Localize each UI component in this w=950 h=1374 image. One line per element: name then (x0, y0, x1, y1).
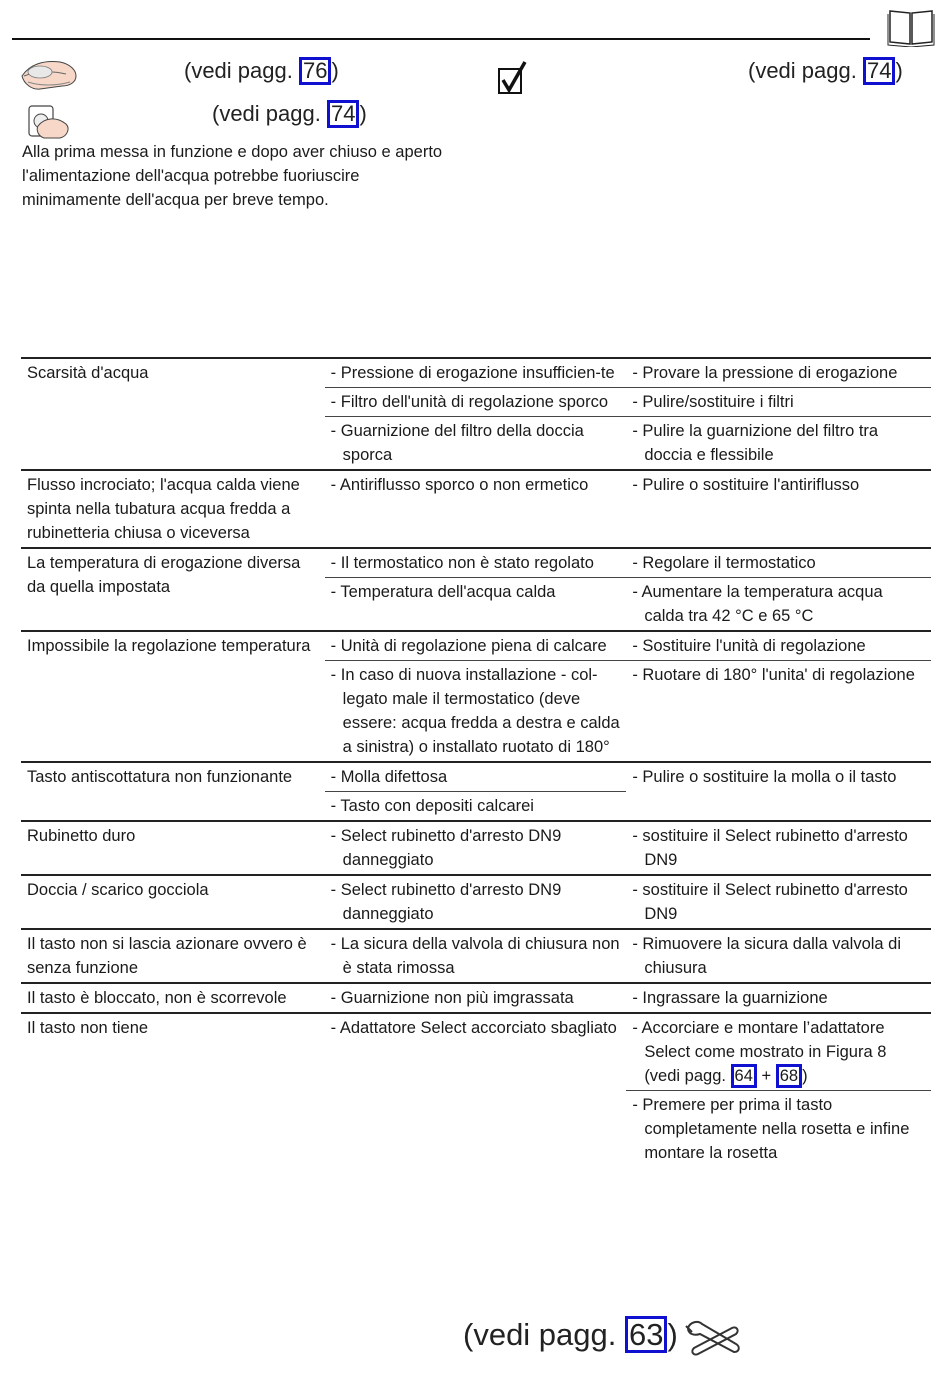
cause-cell: - Guarnizione non più imgrassata (330, 989, 574, 1007)
problem-cell: Impossibile la regolazione temperatura (21, 631, 325, 762)
cause-cell: - In caso di nuova installazione - col-legato male il termostatico (deve essere: acqua fredda a destra e calda a sinistra) o installato ruotato di 180° (330, 666, 620, 756)
page-link[interactable]: 74 (327, 100, 359, 128)
remedy-cell: - Ruotare di 180° l'unita' di regolazione (632, 666, 915, 684)
page-reference (212, 100, 367, 128)
remedy-cell: - Regolare il termostatico (632, 554, 816, 572)
page-link[interactable]: 64 (731, 1064, 757, 1088)
problem-cell: Rubinetto duro (21, 821, 325, 875)
page-link[interactable]: 68 (776, 1064, 802, 1088)
intro-text: Alla prima messa in funzione e dopo aver chiuso e aperto l'alimentazione dell'acqua potrebbe fuoriuscire minimamente dell'acqua per breve tempo. (22, 143, 443, 209)
remedy-cell: - Aumentare la temperatura acqua calda tra 42 °C e 65 °C (632, 583, 883, 625)
ref-prefix: (vedi pagg. (184, 58, 299, 83)
remedy-cell: - Sostituire l'unità di regolazione (632, 637, 866, 655)
page-reference (748, 57, 903, 85)
table-row (21, 631, 931, 661)
table-row (21, 983, 931, 1013)
cause-cell: - La sicura della valvola di chiusura non è stata rimossa (330, 935, 620, 977)
cause-cell: - Adattatore Select accorciato sbagliato (330, 1019, 617, 1037)
hand-cleaning-icon (20, 56, 78, 94)
problem-cell: La temperatura di erogazione diversa da quella impostata (21, 548, 325, 631)
remedy-cell: - Ingrassare la guarnizione (632, 989, 828, 1007)
remedy-cell: - Rimuovere la sicura dalla valvola di chiusura (632, 935, 902, 977)
cause-cell: - Select rubinetto d'arresto DN9 danneggiato (330, 881, 562, 923)
checkbox-check-icon (497, 60, 529, 96)
troubleshooting-table (21, 357, 931, 1167)
page-link[interactable]: 74 (863, 57, 895, 85)
tools-icon (684, 1318, 742, 1358)
problem-cell: Tasto antiscottatura non funzionante (21, 762, 325, 821)
cause-cell: - Pressione di erogazione insufficien-te (330, 364, 615, 382)
problem-cell: Il tasto non tiene (21, 1013, 325, 1167)
table-row (21, 821, 931, 875)
cause-cell: - Il termostatico non è stato regolato (330, 554, 594, 572)
remedy-cell: - Pulire o sostituire l'antiriflusso (632, 476, 860, 494)
remedy-text: - Accorciare e montare l’adattatore Select come mostrato in Figura 8 (vedi pagg. (632, 1019, 887, 1085)
remedy-cell: - Pulire la guarnizione del filtro tra doccia e flessibile (632, 422, 879, 464)
problem-cell: Flusso incrociato; l'acqua calda viene spinta nella tubatura acqua fredda a rubinetteria chiusa o viceversa (21, 470, 325, 548)
plus-sign: + (756, 1067, 776, 1085)
open-book-icon (887, 9, 935, 47)
table-row (21, 1013, 931, 1091)
table-row (21, 358, 931, 388)
cause-cell: - Temperatura dell'acqua calda (330, 583, 556, 601)
cause-cell: - Antiriflusso sporco o non ermetico (330, 476, 589, 494)
hand-handle-icon (26, 102, 72, 140)
remedy-cell: - Premere per prima il tasto completamente nella rosetta e infine montare la rosetta (632, 1096, 910, 1162)
problem-cell: Doccia / scarico gocciola (21, 875, 325, 929)
remedy-cell: - sostituire il Select rubinetto d'arresto DN9 (632, 827, 908, 869)
ref-suffix: ) (359, 101, 367, 126)
footer-page-reference (463, 1316, 678, 1353)
remedy-cell: - Pulire o sostituire la molla o il tasto (632, 768, 897, 786)
cause-cell: - Select rubinetto d'arresto DN9 danneggiato (330, 827, 562, 869)
page-reference (184, 57, 339, 85)
table-row (21, 929, 931, 983)
cause-cell: - Molla difettosa (330, 768, 448, 786)
problem-cell: Il tasto non si lascia azionare ovvero è senza funzione (21, 929, 325, 983)
cause-cell: - Tasto con depositi calcarei (330, 797, 534, 815)
problem-cell: Scarsità d'acqua (21, 358, 325, 470)
problem-cell: Il tasto è bloccato, non è scorrevole (21, 983, 325, 1013)
remedy-cell: - sostituire il Select rubinetto d'arresto DN9 (632, 881, 908, 923)
ref-suffix: ) (895, 58, 903, 83)
ref-suffix: ) (331, 58, 339, 83)
ref-prefix: (vedi pagg. (463, 1317, 625, 1352)
page-link[interactable]: 63 (625, 1316, 667, 1353)
table-row (21, 548, 931, 578)
ref-prefix: (vedi pagg. (748, 58, 863, 83)
ref-suffix: ) (667, 1317, 678, 1352)
cause-cell: - Guarnizione del filtro della doccia sporca (330, 422, 584, 464)
cause-cell: - Unità di regolazione piena di calcare (330, 637, 607, 655)
remedy-close: ) (802, 1067, 808, 1085)
table-row (21, 762, 931, 792)
cause-cell: - Filtro dell'unità di regolazione sporco (330, 393, 609, 411)
remedy-cell: - Pulire/sostituire i filtri (632, 393, 794, 411)
page-link[interactable]: 76 (299, 57, 331, 85)
ref-prefix: (vedi pagg. (212, 101, 327, 126)
table-row (21, 470, 931, 548)
header-rule (12, 38, 870, 40)
table-row (21, 875, 931, 929)
remedy-cell (632, 1016, 925, 1088)
remedy-cell: - Provare la pressione di erogazione (632, 364, 898, 382)
